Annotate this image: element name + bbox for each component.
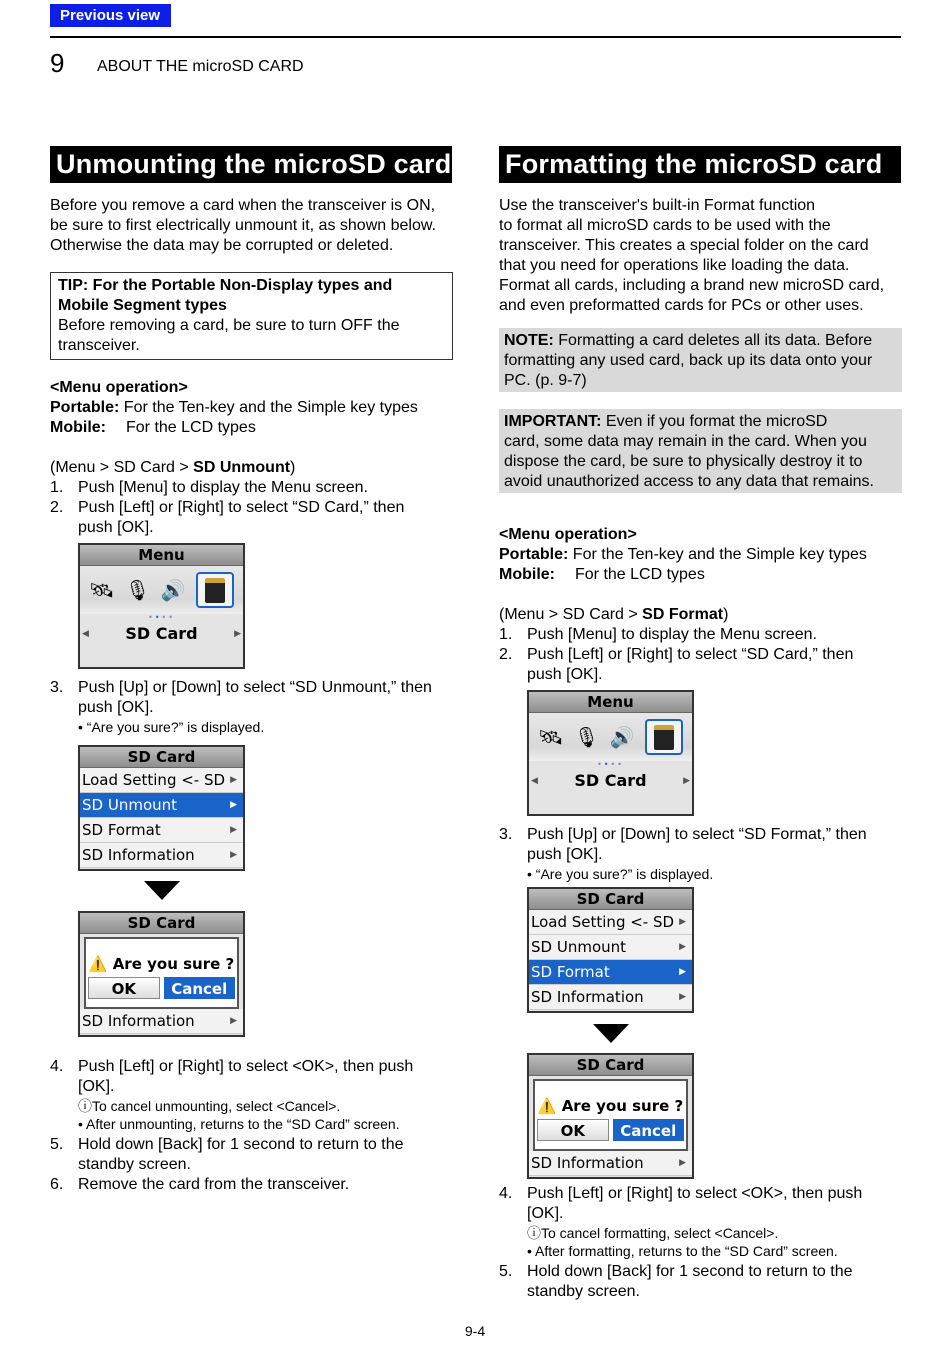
header-rule bbox=[50, 36, 901, 38]
confirm-screen: SD Card SD Information ▶ ⚠️ Are you sure ? OK Cancel bbox=[527, 1053, 694, 1179]
page-dots: •••• bbox=[597, 760, 624, 769]
satellite-icon: 🛰 bbox=[89, 578, 115, 602]
menu-screen: Menu 🛰 🎙 🔊 •••• ◀ SD Card ▶ bbox=[78, 543, 245, 669]
page-number: 9-4 bbox=[464, 1323, 486, 1339]
previous-view-button[interactable]: Previous view bbox=[50, 4, 171, 27]
confirm-dialog: ⚠️ Are you sure ? OK Cancel bbox=[84, 937, 239, 1009]
steps-4-6: 4. Push [Left] or [Right] to select <OK>, then push [OK]. ⓘTo cancel unmounting, select <Cancel>. • After unmounting, returns to the “SD Card” screen. 5. Hold down [Back] for 1 second to return to the standby screen. 6. Remove the card from the transceiver. bbox=[50, 1058, 414, 1193]
section-heading: Formatting the microSD card bbox=[499, 146, 901, 183]
confirm-screen: SD Card SD Information ▶ ⚠️ Are you sure ? OK Cancel bbox=[78, 911, 245, 1037]
intro-paragraph: Use the transceiver's built-in Format function to format all microSD cards to be used with the transceiver. This creates a special folder on the card that you need for operations like loading the data. Format all cards, including a brand new microSD card, and even preformatted cards for PCs or other uses. bbox=[499, 197, 885, 314]
ok-button[interactable]: OK bbox=[537, 1119, 609, 1141]
sd-card-list-screen: SD Card Load Setting <- SD ▶ SD Unmount ▶ SD Format ▶ SD Information ▶ bbox=[78, 745, 245, 871]
speaker-icon: 🔊 bbox=[609, 725, 635, 749]
sd-card-icon bbox=[196, 572, 234, 608]
warning-icon: ⚠️ bbox=[537, 1097, 557, 1115]
satellite-icon: 🛰 bbox=[538, 725, 564, 749]
menu-operation: <Menu operation> Portable: For the Ten-key and the Simple key types Mobile: For the LCD types (Menu > SD Card > SD Format) 1. Push [Menu] to display the Menu screen. 2. Push [Left] or [Right] to select “SD Card,” then push [OK]. bbox=[499, 526, 867, 683]
step-3: 3. Push [Up] or [Down] to select “SD Format,” then push [OK]. bbox=[499, 826, 867, 863]
steps-4-5: 4. Push [Left] or [Right] to select <OK>, then push [OK]. ⓘTo cancel formatting, select <Cancel>. • After formatting, returns to the “SD Card” screen. 5. Hold down [Back] for 1 second to return to the standby screen. bbox=[499, 1185, 863, 1300]
menu-screen: Menu 🛰 🎙 🔊 •••• ◀ SD Card ▶ bbox=[527, 690, 694, 816]
down-arrow-icon bbox=[144, 881, 180, 900]
intro-paragraph: Before you remove a card when the transceiver is ON, be sure to first electrically unmount it, as shown below. Otherwise the data may be corrupted or deleted. bbox=[50, 197, 436, 254]
right-arrow-icon: ▶ bbox=[683, 775, 690, 786]
microphone-icon: 🎙 bbox=[124, 578, 151, 602]
cancel-button[interactable]: Cancel bbox=[613, 1119, 685, 1141]
ok-button[interactable]: OK bbox=[88, 977, 160, 999]
microphone-icon: 🎙 bbox=[573, 725, 600, 749]
tip-box: TIP: For the Portable Non-Display types and Mobile Segment types Before removing a card, be sure to turn OFF the transceiver. bbox=[50, 272, 453, 360]
step-note: • “Are you sure?” is displayed. bbox=[78, 719, 265, 735]
speaker-icon: 🔊 bbox=[160, 578, 186, 602]
step-3: 3. Push [Up] or [Down] to select “SD Unmount,” then push [OK]. bbox=[50, 679, 432, 716]
note-box: NOTE: Formatting a card deletes all its data. Before formatting any used card, back up its data onto your PC. (p. 9-7) bbox=[499, 328, 902, 392]
down-arrow-icon bbox=[593, 1024, 629, 1043]
warning-icon: ⚠️ bbox=[88, 955, 108, 973]
confirm-dialog: ⚠️ Are you sure ? OK Cancel bbox=[533, 1079, 688, 1151]
left-arrow-icon: ◀ bbox=[82, 628, 89, 639]
menu-operation: <Menu operation> Portable: For the Ten-key and the Simple key types Mobile: For the LCD types (Menu > SD Card > SD Unmount) 1. Push [Menu] to display the Menu screen. 2. Push [Left] or [Right] to select “SD Card,” then push [OK]. bbox=[50, 379, 418, 536]
sd-card-list-screen: SD Card Load Setting <- SD ▶ SD Unmount ▶ SD Format ▶ SD Information ▶ bbox=[527, 887, 694, 1013]
page-dots: •••• bbox=[148, 613, 175, 622]
chapter-number: 9 bbox=[50, 48, 65, 78]
section-heading: Unmounting the microSD card bbox=[50, 146, 452, 183]
step-note: • “Are you sure?” is displayed. bbox=[527, 866, 714, 882]
cancel-button[interactable]: Cancel bbox=[164, 977, 236, 999]
left-arrow-icon: ◀ bbox=[531, 775, 538, 786]
sd-card-icon bbox=[645, 719, 683, 755]
chapter-title: ABOUT THE microSD CARD bbox=[97, 58, 304, 75]
important-box: IMPORTANT: Even if you format the microSD card, some data may remain in the card. When you dispose the card, be sure to physically destroy it to avoid unauthorized access to any data that remains. bbox=[499, 409, 902, 493]
right-arrow-icon: ▶ bbox=[234, 628, 241, 639]
